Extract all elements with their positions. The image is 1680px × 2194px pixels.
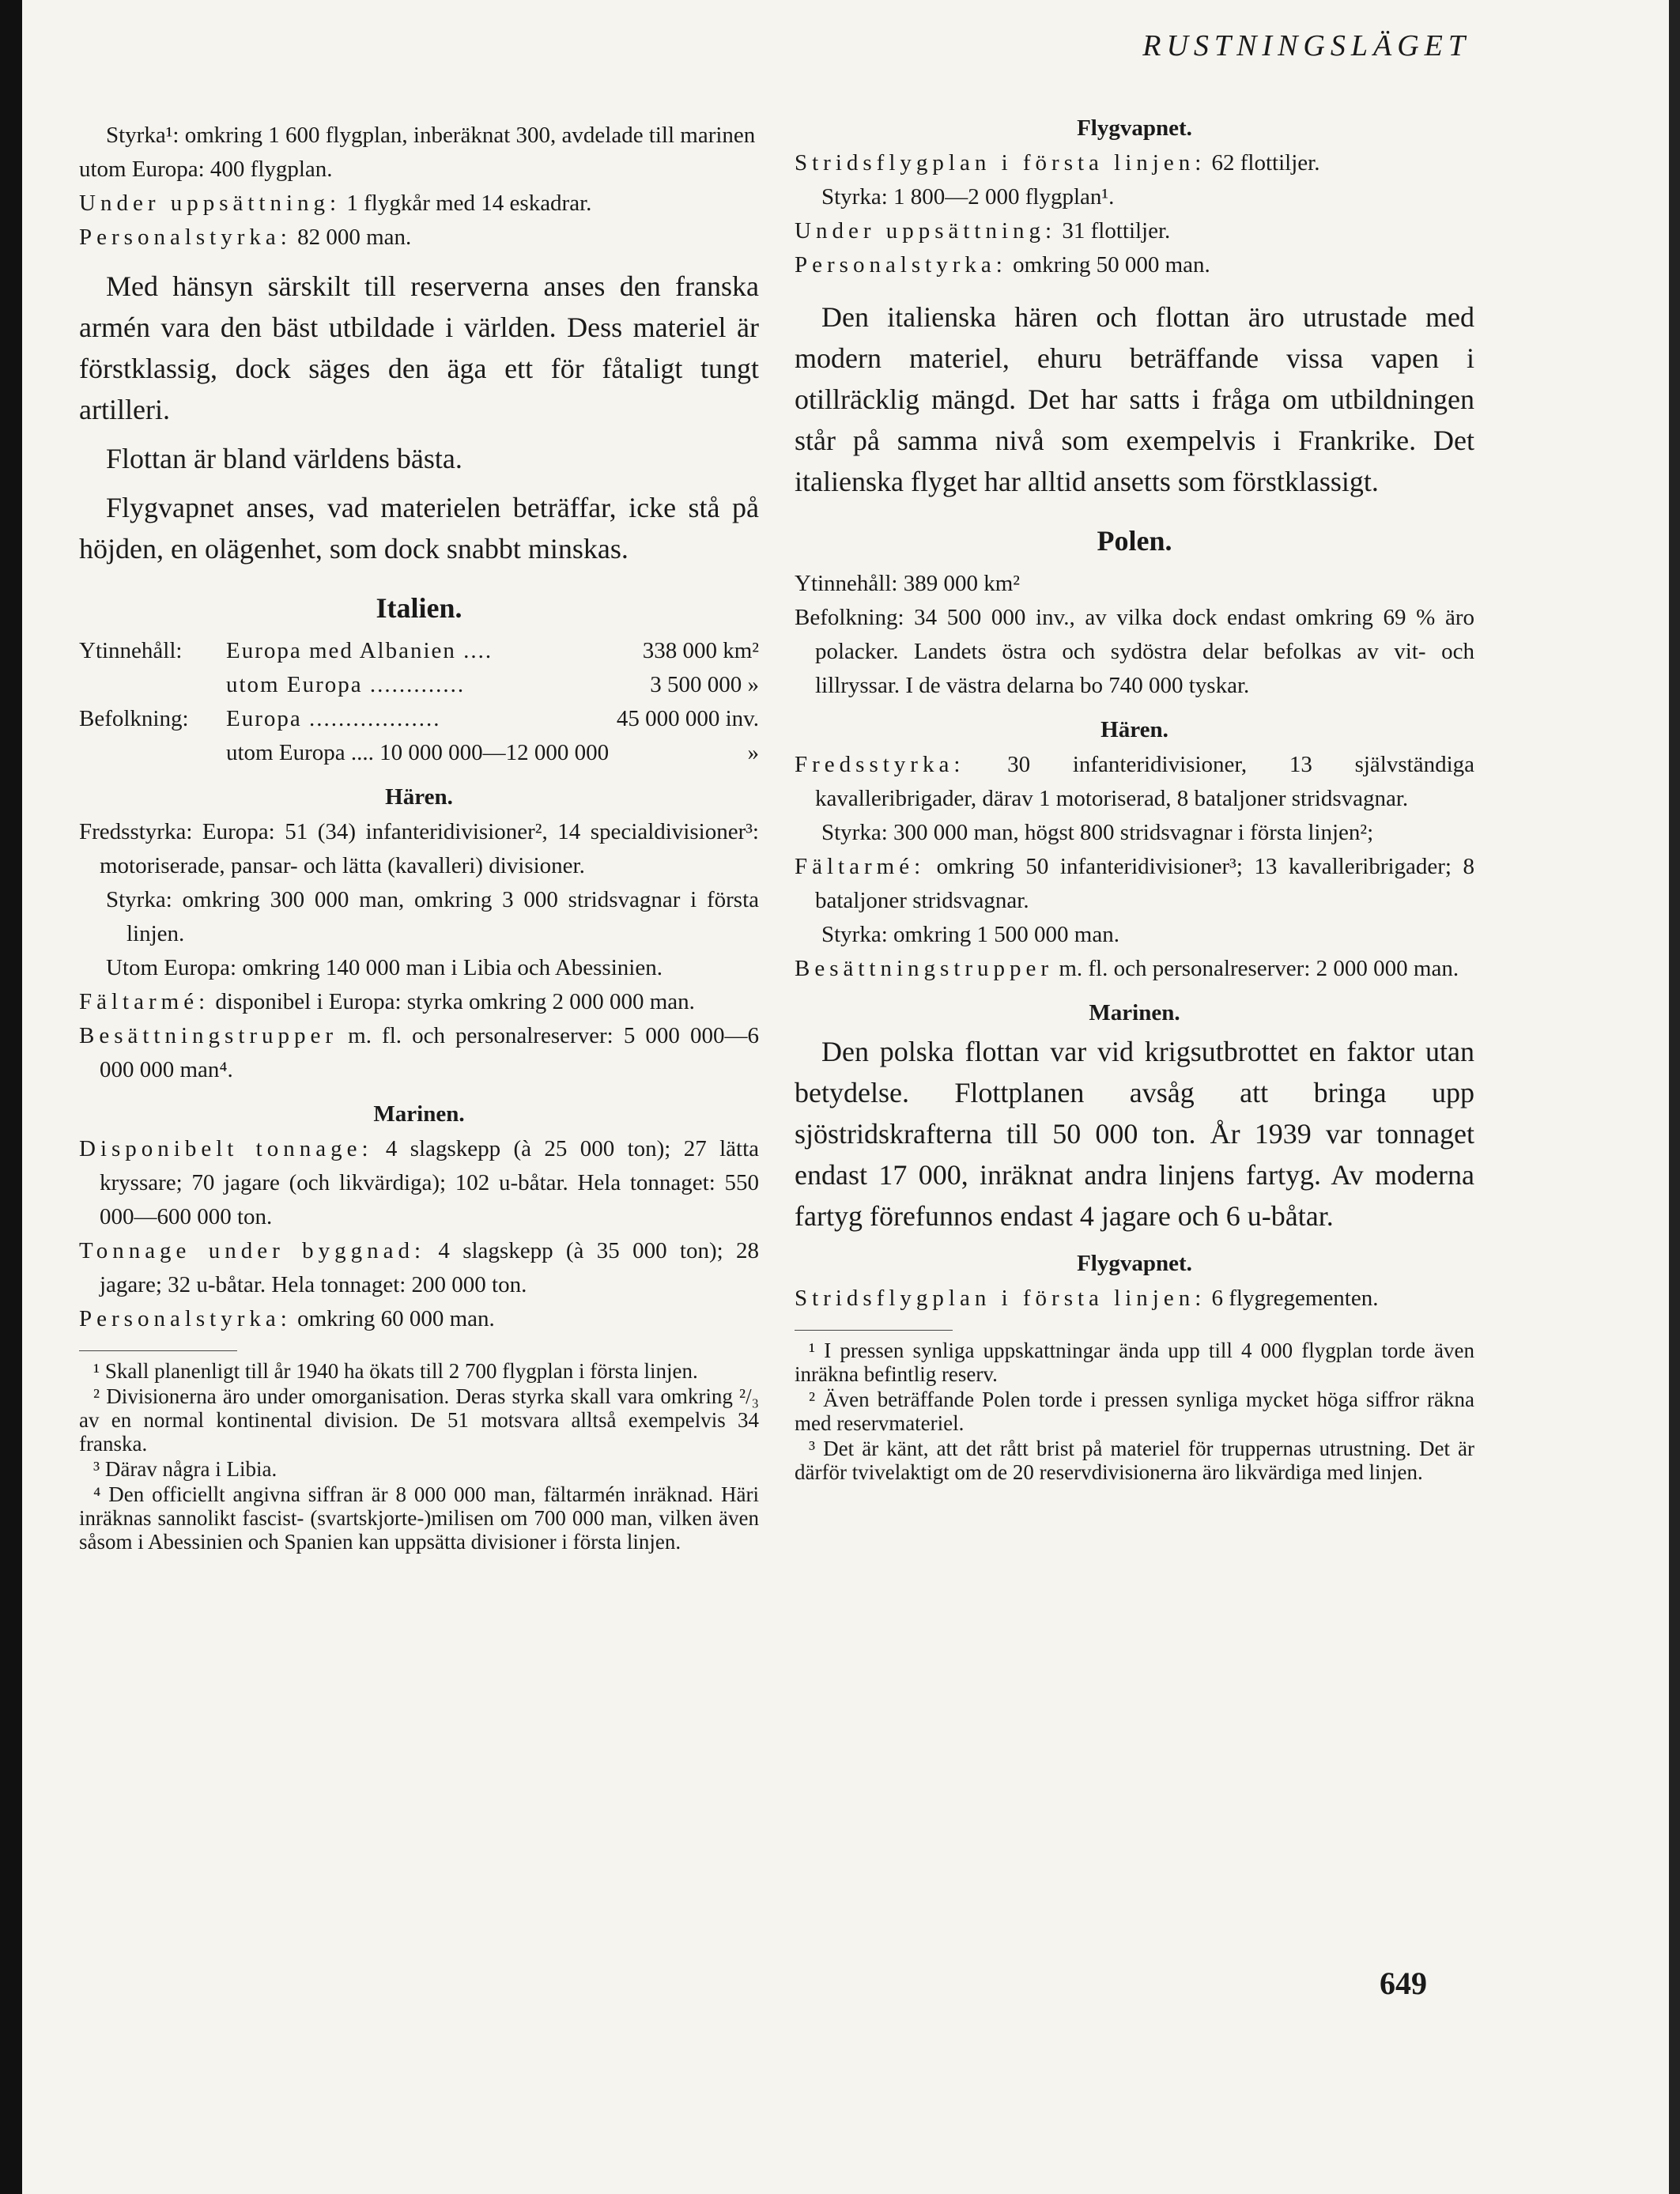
table-row: [79, 634, 759, 668]
stat-line: Utom Europa: omkring 140 000 man i Libia och Abessinien.: [106, 955, 663, 980]
stat-line: Ytinnehåll: 389 000 km²: [795, 571, 1020, 596]
stat-label: Under uppsättning:: [79, 191, 342, 216]
stat-text: m. fl. och personalreserver: 2 000 000 man.: [1053, 956, 1459, 981]
stat-label: Besättningstrupper: [79, 1023, 338, 1048]
stat-line: Styrka¹: omkring 1 600 flygplan, inberäknat 300, avdelade till marinen: [106, 123, 756, 148]
subheading-haren: Hären.: [385, 784, 453, 810]
footnote: ² Även beträffande Polen torde i pressen synliga mycket höga siffror räkna med reservmateriel.: [795, 1388, 1474, 1435]
stat-text: disponibel i Europa: styrka omkring 2 000 000 man.: [210, 989, 695, 1014]
stat-label: Personalstyrka:: [79, 225, 292, 250]
row-value: 45 000 000 inv.: [616, 706, 759, 731]
paragraph: Den italienska hären och flottan äro utrustade med modern materiel, ehuru beträffande vissa vapen i otillräcklig mängd. Det har satts i fråga om utbildningen står på samma nivå som exempelvis i Frankrike. Det italienska flyget har alltid ansetts som förstklassigt.: [795, 301, 1474, 497]
france-air-stats: [79, 119, 759, 255]
stat-text: 62 flottiljer.: [1206, 150, 1320, 176]
stat-label: Besättningstrupper: [795, 956, 1054, 981]
paragraph: Flottan är bland världens bästa.: [106, 443, 462, 474]
row-desc: Europa med Albanien ....: [226, 638, 493, 663]
subheading-haren-polen: Hären.: [1100, 717, 1168, 742]
footnote-rule: [795, 1330, 953, 1331]
stat-text: 6 flygregementen.: [1206, 1286, 1379, 1311]
stat-label: Stridsflygplan i första linjen:: [795, 1286, 1206, 1311]
stat-text: omkring 60 000 man.: [291, 1306, 495, 1331]
stat-label: Under uppsättning:: [795, 218, 1057, 244]
stat-text: 4 slagskepp (à 35 000 ton); 28 jagare; 32 u-båtar. Hela tonnaget: 200 000 ton.: [100, 1238, 760, 1297]
footnote: ¹ I pressen synliga uppskattningar ända upp till 4 000 flygplan torde även inräkna befintlig reserv.: [795, 1339, 1474, 1386]
stat-label: Fältarmé:: [795, 854, 926, 879]
stat-label: Personalstyrka:: [795, 252, 1007, 278]
stat-line: Fredsstyrka: Europa: 51 (34) infanteridivisioner², 14 specialdivisioner³: motoriserade, pansar- och lätta (kavalleri) divisioner.: [79, 819, 759, 878]
stat-line: Styrka: omkring 1 500 000 man.: [821, 922, 1119, 947]
stat-text: omkring 50 infanteridivisioner³; 13 kavalleribrigader; 8 bataljoner stridsvagnar.: [815, 854, 1474, 913]
stat-text: 31 flottiljer.: [1056, 218, 1171, 244]
stat-label: Disponibelt tonnage:: [79, 1136, 373, 1161]
paragraph: Flygvapnet anses, vad materielen beträffar, icke stå på höjden, en olägenhet, som dock snabbt minskas.: [79, 492, 759, 565]
stat-line: [795, 214, 1474, 248]
section-heading-italien: Italien.: [376, 592, 462, 624]
table-row: [79, 736, 759, 770]
italien-marinen: [79, 1132, 759, 1336]
stat-line: [79, 1302, 759, 1336]
stat-line: [79, 1132, 759, 1234]
polen-marinen-prose: [795, 1031, 1474, 1237]
stat-label: Tonnage under byggnad:: [79, 1238, 426, 1263]
row-label: [79, 668, 226, 702]
stat-line: [795, 248, 1474, 282]
subheading-marinen-polen: Marinen.: [1089, 1000, 1180, 1025]
footnote: ⁴ Den officiellt angivna siffran är 8 000 000 man, fältarmén inräknad. Häri inräknas sannolikt fascist- (svartskjorte-)milisen om 700 000 man, vilken även såsom i Abessinien och Spanien kan uppsätta divisioner i första linjen.: [79, 1482, 759, 1554]
subheading-flygvapnet-polen: Flygvapnet.: [1077, 1251, 1192, 1276]
row-desc: utom Europa .... 10 000 000—12 000 000: [226, 740, 610, 765]
row-value: 338 000 km²: [642, 638, 759, 663]
polen-flygvapnet: [795, 1282, 1474, 1316]
row-label: Ytinnehåll:: [79, 638, 183, 663]
polen-stats: [795, 567, 1474, 703]
subheading-flygvapnet-italien: Flygvapnet.: [1077, 115, 1192, 141]
italien-flygvapnet: [795, 146, 1474, 282]
stat-line: [79, 985, 759, 1019]
footnote: ³ Därav några i Libia.: [93, 1457, 277, 1481]
scan-border-right: [1669, 0, 1680, 2194]
italien-haren: [79, 815, 759, 1087]
footnotes-left: [79, 1359, 759, 1554]
stat-text: 30 infanteridivisioner, 13 självständiga kavalleribrigader, därav 1 motoriserad, 8 bataljoner stridsvagnar.: [815, 752, 1474, 811]
stat-line: [795, 1282, 1474, 1316]
stat-line: utom Europa: 400 flygplan.: [79, 157, 333, 182]
footnotes-right: [795, 1339, 1474, 1484]
stat-line: [795, 850, 1474, 918]
table-row: [79, 668, 759, 702]
row-desc: Europa ..................: [226, 706, 441, 731]
stat-label: Personalstyrka:: [79, 1306, 292, 1331]
section-heading-polen: Polen.: [1097, 525, 1172, 557]
left-column: [79, 119, 759, 1555]
stat-text: 1 flygkår med 14 eskadrar.: [341, 191, 592, 216]
paragraph: Med hänsyn särskilt till reserverna anses den franska armén vara den bäst utbildade i världen. Dess materiel är förstklassig, dock säges den äga ett för fåtaligt tungt artilleri.: [79, 270, 759, 425]
row-value: »: [747, 740, 759, 765]
stat-line: [795, 952, 1474, 986]
footnote: ¹ Skall planenligt till år 1940 ha ökats till 2 700 flygplan i första linjen.: [93, 1359, 698, 1383]
italien-table: [79, 634, 759, 770]
running-head: RUSTNINGSLÄGET: [1142, 29, 1470, 62]
page-number: 649: [1380, 1966, 1427, 2001]
stat-text: 82 000 man.: [291, 225, 412, 250]
stat-line: [79, 1019, 759, 1087]
italien-prose: [795, 296, 1474, 502]
paragraph: Den polska flottan var vid krigsutbrottet en faktor utan betydelse. Flottplanen avsåg att bringa upp sjöstridskrafterna till 50 000 ton. År 1939 var tonnaget endast 17 000, inräknat andra linjens fartyg. Av moderna fartyg förefunnos endast 4 jagare och 6 u-båtar.: [795, 1036, 1474, 1232]
stat-line: Styrka: 1 800—2 000 flygplan¹.: [821, 184, 1115, 210]
row-label: Befolkning:: [79, 706, 189, 731]
row-desc: utom Europa .............: [226, 672, 466, 697]
stat-line: [795, 146, 1474, 180]
stat-line: [79, 221, 759, 255]
stat-line: Styrka: omkring 300 000 man, omkring 3 000 stridsvagnar i första linjen.: [106, 887, 759, 946]
subheading-marinen: Marinen.: [373, 1101, 465, 1127]
stat-line: [79, 1234, 759, 1302]
table-row: [79, 702, 759, 736]
stat-text: m. fl. och personalreserver: 5 000 000—6 000 000 man⁴.: [100, 1023, 759, 1082]
stat-text: omkring 50 000 man.: [1006, 252, 1210, 278]
footnote: ³ Det är känt, att det rått brist på materiel för truppernas utrustning. Det är därför tvivelaktigt om de 20 reservdivisionerna äro likvärdiga med linjen.: [795, 1437, 1474, 1484]
right-column: [795, 115, 1474, 1486]
footnote-rule: [79, 1350, 237, 1351]
france-prose: [79, 266, 759, 569]
row-value: 3 500 000 »: [650, 672, 759, 697]
polen-haren: [795, 748, 1474, 986]
row-label: [79, 736, 226, 770]
stat-label: Stridsflygplan i första linjen:: [795, 150, 1206, 176]
stat-line: Styrka: 300 000 man, högst 800 stridsvagnar i första linjen²;: [821, 820, 1374, 845]
stat-label: Fältarmé:: [79, 989, 210, 1014]
footnote: ² Divisionerna äro under omorganisation. Deras styrka skall vara omkring ²/₃ av en normal kontinental division. De 51 motsvara alltså exempelvis 34 franska.: [79, 1384, 759, 1456]
stat-line: [795, 748, 1474, 816]
stat-line: [79, 187, 759, 221]
stat-line: Befolkning: 34 500 000 inv., av vilka dock endast omkring 69 % äro polacker. Landets östra och sydöstra delar befolkas av vit- och lillryssar. I de västra delarna bo 740 000 tyskar.: [795, 605, 1474, 698]
stat-text: 4 slagskepp (à 25 000 ton); 27 lätta kryssare; 70 jagare (och likvärdiga); 102 u-båtar. Hela tonnaget: 550 000—600 000 ton.: [100, 1136, 759, 1229]
stat-label: Fredsstyrka:: [795, 752, 965, 777]
scan-border-left: [0, 0, 22, 2194]
